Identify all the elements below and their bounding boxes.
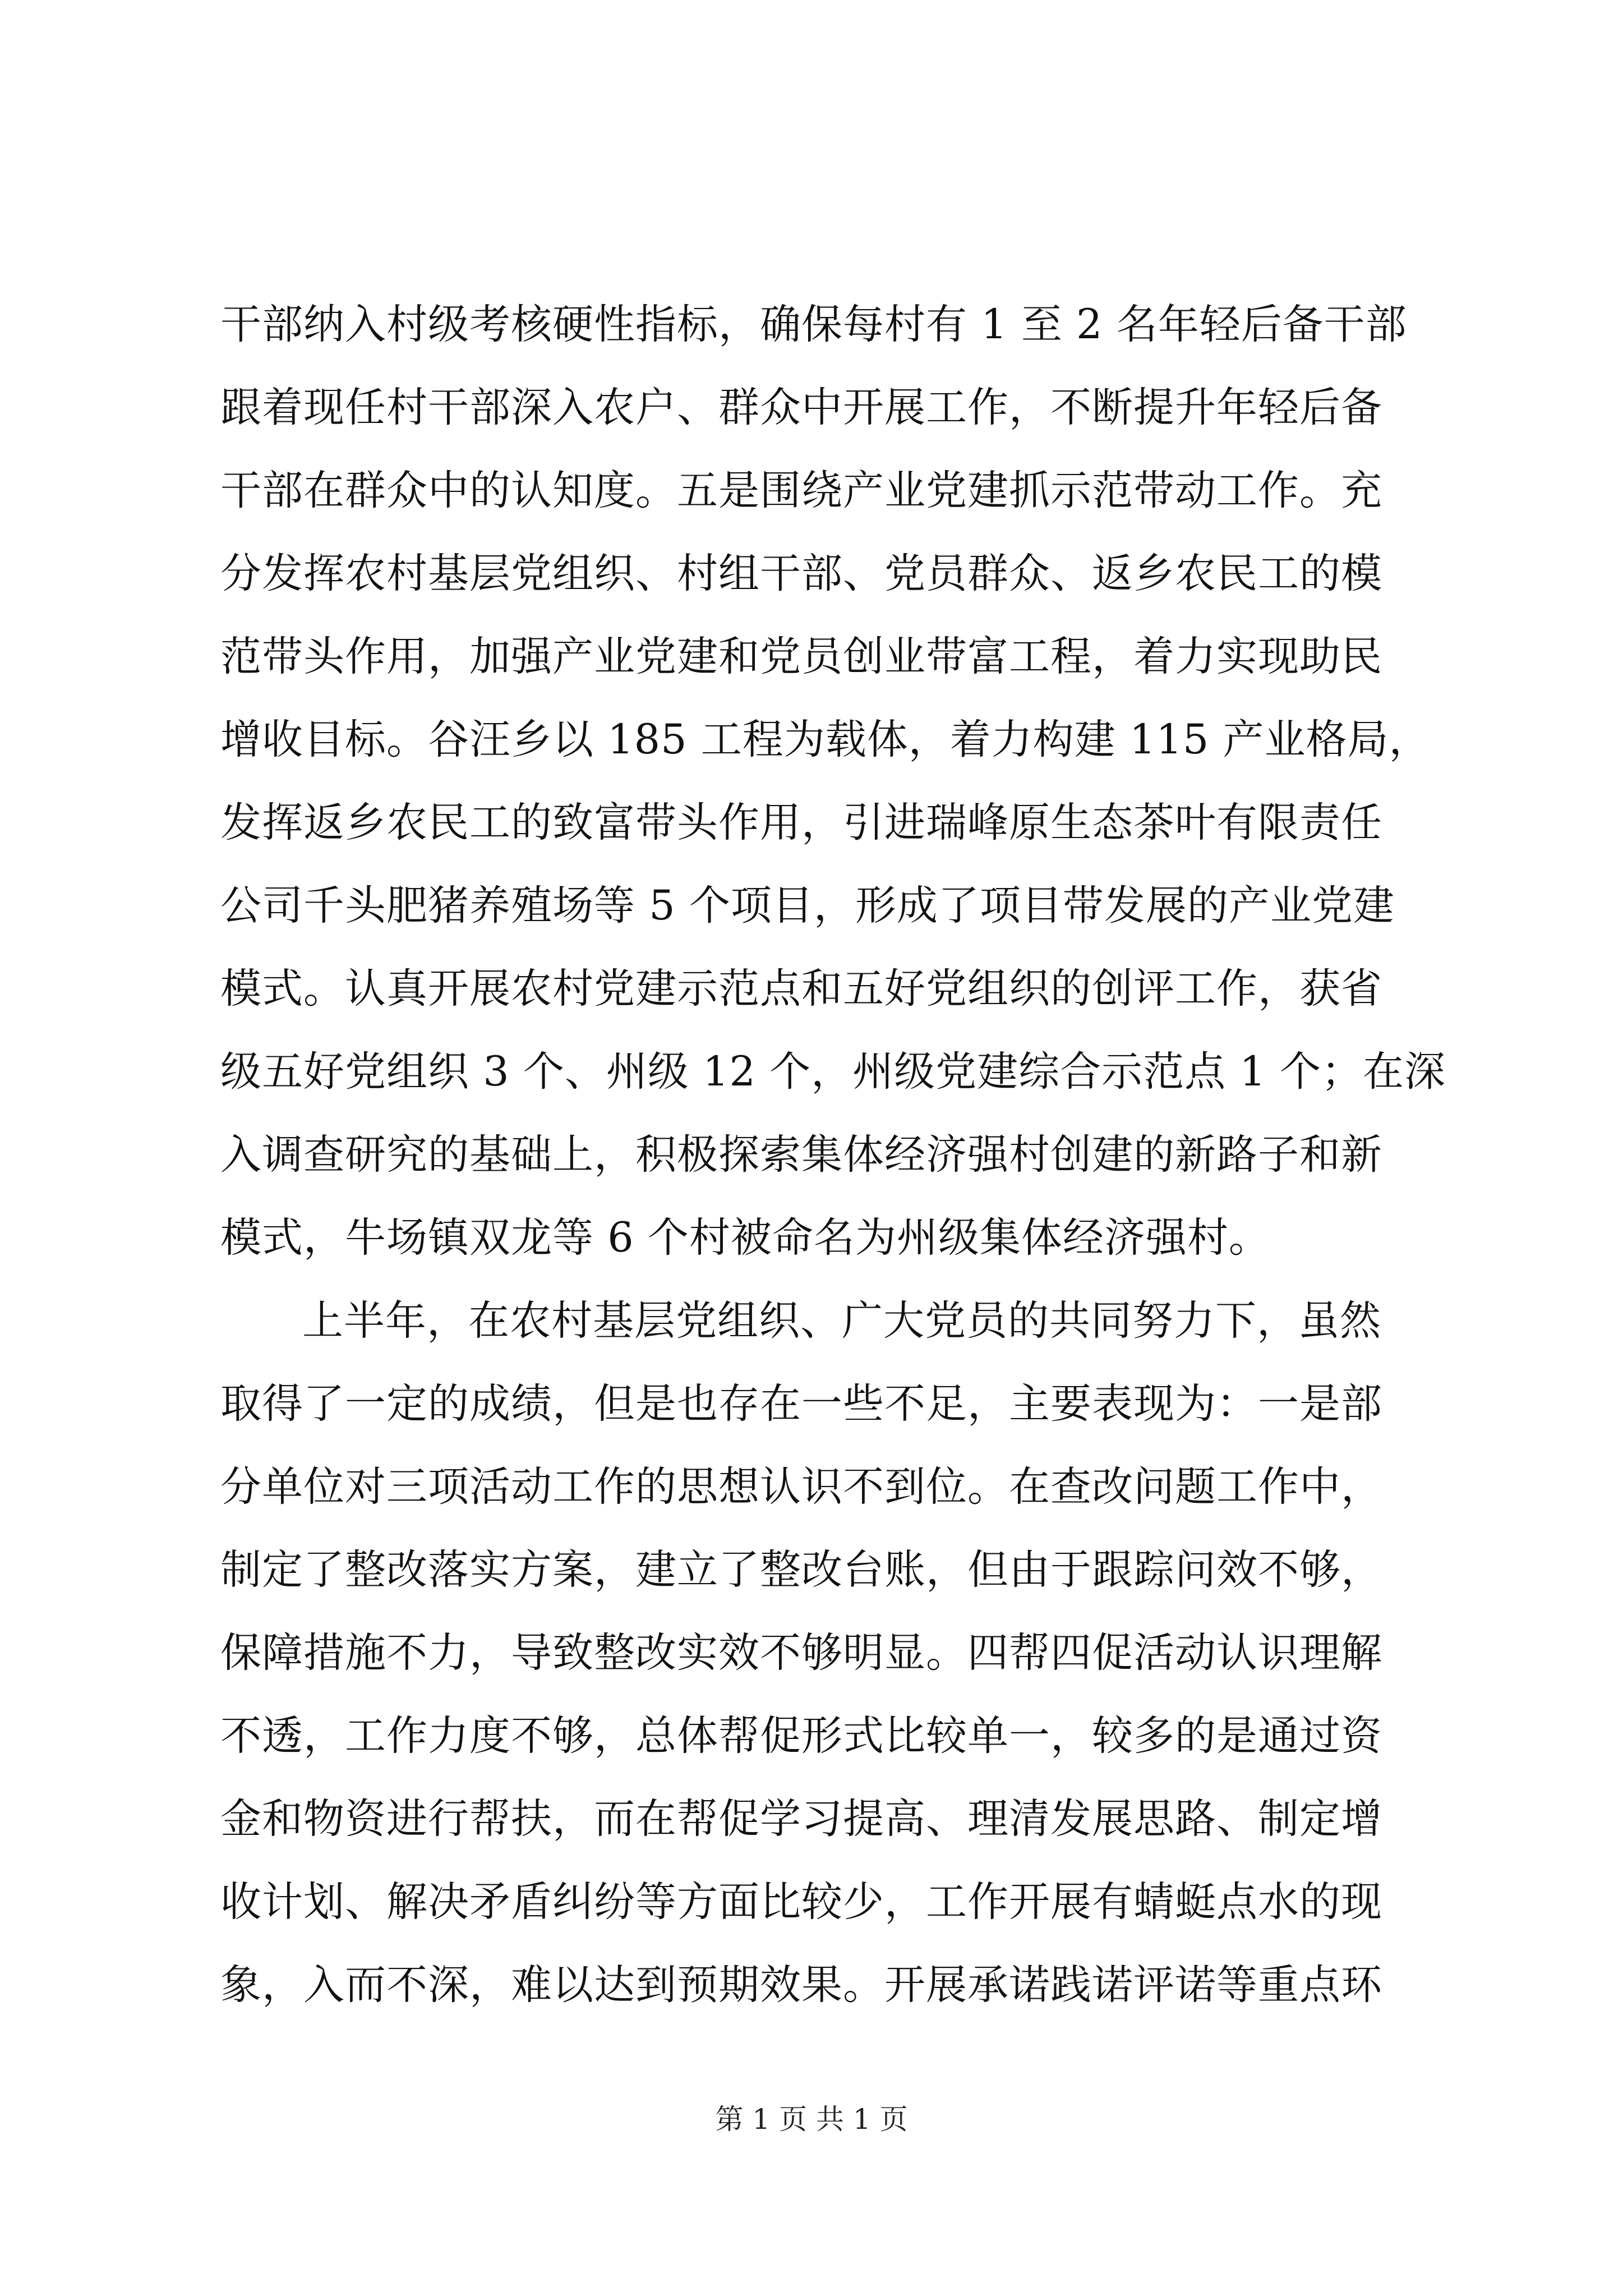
- text-line: 金和物资进行帮扶，而在帮促学习提高、理清发展思路、制定增: [220, 1795, 1382, 1843]
- text-line: 模式，牛场镇双龙等 6 个村被命名为州级集体经济强村。: [220, 1214, 1270, 1262]
- text-line: 收计划、解决矛盾纠纷等方面比较少，工作开展有蜻蜓点水的现: [220, 1878, 1382, 1926]
- body-text: [220, 283, 1446, 2027]
- text-line: 干部纳入村级考核硬性指标，确保每村有 1 至 2 名年轻后备干部: [220, 301, 1407, 348]
- text-line: 分发挥农村基层党组织、村组干部、党员群众、返乡农民工的模: [220, 550, 1382, 597]
- text-line: 保障措施不力，导致整改实效不够明显。四帮四促活动认识理解: [220, 1629, 1382, 1677]
- page-footer: [0, 2100, 1623, 2139]
- text-line: 分单位对三项活动工作的思想认识不到位。在查改问题工作中，: [220, 1463, 1382, 1511]
- text-line: 象，入而不深，难以达到预期效果。开展承诺践诺评诺等重点环: [220, 1961, 1382, 2009]
- text-line: 模式。认真开展农村党建示范点和五好党组织的创评工作，获省: [220, 965, 1382, 1013]
- text-line: 增收目标。谷汪乡以 185 工程为载体，着力构建 115 产业格局，: [220, 716, 1431, 763]
- text-line: 跟着现任村干部深入农户、群众中开展工作，不断提升年轻后备: [220, 384, 1382, 431]
- text-line: 级五好党组织 3 个、州级 12 个，州级党建综合示范点 1 个；在深: [220, 1048, 1446, 1096]
- paragraph-start-line: 上半年，在农村基层党组织、广大党员的共同努力下，虽然: [302, 1297, 1381, 1345]
- text-line: 取得了一定的成绩，但是也存在一些不足，主要表现为：一是部: [220, 1380, 1382, 1428]
- text-line: 入调查研究的基础上，积极探索集体经济强村创建的新路子和新: [220, 1131, 1382, 1179]
- text-line: 不透，工作力度不够，总体帮促形式比较单一，较多的是通过资: [220, 1712, 1382, 1760]
- text-line: 公司千头肥猪养殖场等 5 个项目，形成了项目带发展的产业党建: [220, 882, 1395, 930]
- text-line: 干部在群众中的认知度。五是围绕产业党建抓示范带动工作。充: [220, 467, 1382, 514]
- text-line: 制定了整改落实方案，建立了整改台账，但由于跟踪问效不够，: [220, 1546, 1382, 1594]
- page-number-label: 第 1 页 共 1 页: [715, 2103, 908, 2136]
- text-line: 发挥返乡农民工的致富带头作用，引进瑞峰原生态茶叶有限责任: [220, 799, 1382, 846]
- text-line: 范带头作用，加强产业党建和党员创业带富工程，着力实现助民: [220, 633, 1382, 680]
